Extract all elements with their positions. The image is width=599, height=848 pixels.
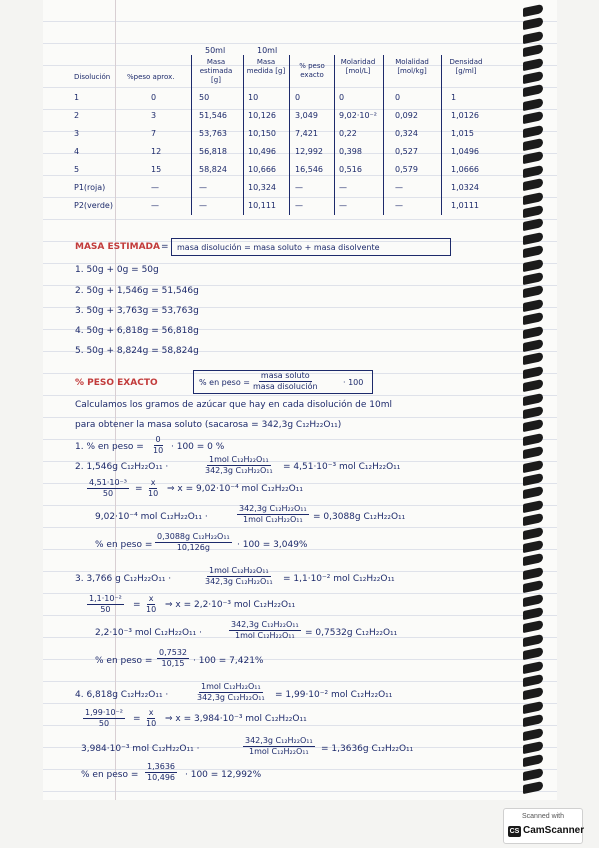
calc2b-den-x: 10 [148, 489, 159, 498]
table-cell: 10,126 [248, 111, 276, 120]
calc2-den: 342,3g C₁₂H₂₂O₁₁ [205, 466, 273, 475]
table-cell: 10,324 [248, 183, 276, 192]
table-cell: 0,579 [395, 165, 418, 174]
spiral-ring [523, 84, 543, 97]
calc4d-right: · 100 = 12,992% [185, 770, 262, 780]
calc4b-den: 50 [98, 719, 110, 728]
spiral-ring [523, 486, 543, 499]
calc4b-right: ⇒ x = 3,984·10⁻³ mol C₁₂H₂₂O₁₁ [165, 714, 307, 724]
table-cell: 15 [151, 165, 162, 174]
table-cell: 12,992 [295, 147, 323, 156]
spiral-ring [523, 299, 543, 312]
spiral-ring [523, 634, 543, 647]
calc3b-num-x: x [148, 594, 154, 603]
table-cell: 1,0666 [451, 165, 479, 174]
spiral-ring [523, 285, 543, 298]
table-cell: 1 [451, 93, 457, 102]
peso-exacto-title: % PESO EXACTO [75, 378, 158, 388]
calc4b-fraction-x [144, 708, 158, 729]
peso-formula-left: % en peso = [199, 378, 250, 387]
calc3b-den-x: 10 [146, 605, 157, 614]
spiral-ring [523, 781, 543, 794]
table-cell: 0 [395, 93, 401, 102]
scanner-caption: Scanned with [521, 813, 565, 820]
masa-estimada-title: MASA ESTIMADA [75, 242, 160, 252]
masa-line-5: 5. 50g + 8,824g = 58,824g [75, 346, 199, 356]
calc4c-den: 1mol C₁₂H₂₂O₁₁ [248, 747, 309, 756]
calc2d-left: % en peso = [95, 540, 153, 550]
spiral-ring [523, 17, 543, 30]
calc4c-num: 342,3g C₁₂H₂₂O₁₁ [245, 736, 313, 745]
header-disolucion: Disolución [74, 73, 111, 81]
spiral-ring [523, 433, 543, 446]
table-cell: 10,496 [248, 147, 276, 156]
peso-formula-num: masa soluto [260, 371, 310, 380]
spiral-ring [523, 352, 543, 365]
spiral-ring [523, 754, 543, 767]
calc2d-right: · 100 = 3,049% [237, 540, 308, 550]
table-cell: 10,666 [248, 165, 276, 174]
calc2-left: 2. 1,546g C₁₂H₂₂O₁₁ · [75, 462, 169, 472]
calc3-den: 342,3g C₁₂H₂₂O₁₁ [205, 577, 273, 586]
table-cell: 56,818 [199, 147, 227, 156]
table-cell: — [151, 183, 159, 192]
calc4-right: = 1,99·10⁻² mol C₁₂H₂₂O₁₁ [275, 690, 393, 700]
calc2b-num: 4,51·10⁻³ [89, 478, 127, 487]
calc3b-fraction-x [144, 594, 158, 615]
calc2-fraction [203, 455, 275, 476]
calc4c-left: 3,984·10⁻³ mol C₁₂H₂₂O₁₁ · [81, 744, 200, 754]
table-cell: — [395, 183, 403, 192]
table-cell: 50 [199, 93, 210, 102]
calc4-left: 4. 6,818g C₁₂H₂₂O₁₁ · [75, 690, 169, 700]
spiral-ring [523, 44, 543, 57]
spiral-ring [523, 647, 543, 660]
calc4c-fraction [243, 736, 315, 757]
calc4-den: 342,3g C₁₂H₂₂O₁₁ [197, 693, 265, 702]
spiral-ring [523, 71, 543, 84]
calc2b-fraction-x [146, 478, 160, 499]
table-cell: 0,527 [395, 147, 418, 156]
calc3d-left: % en peso = [95, 656, 153, 666]
table-cell: 10,150 [248, 129, 276, 138]
table-cell: 1,0324 [451, 183, 479, 192]
table-cell: 1,0126 [451, 111, 479, 120]
peso-intro-1: Calculamos los gramos de azúcar que hay en cada disolución de 10ml [75, 400, 393, 410]
calc2d-fraction [155, 532, 232, 553]
spiral-ring [523, 124, 543, 137]
table-cell: 53,763 [199, 129, 227, 138]
table-cell: — [199, 201, 207, 210]
calc2-num: 1mol C₁₂H₂₂O₁₁ [208, 455, 269, 464]
spiral-ring [523, 4, 543, 17]
spiral-ring [523, 419, 543, 432]
table-cell: 7 [151, 129, 157, 138]
scanner-brand: CamScanner [523, 825, 585, 836]
header-molalidad: Molalidad [mol/kg] [395, 58, 429, 75]
spiral-ring [523, 325, 543, 338]
table-cell: 4 [74, 147, 80, 156]
spiral-ring [523, 151, 543, 164]
spiral-ring [523, 580, 543, 593]
header-peso-aprox: %peso aprox. [127, 73, 175, 81]
calc3c-den: 1mol C₁₂H₂₂O₁₁ [234, 631, 295, 640]
table-cell: 12 [151, 147, 162, 156]
table-cell: 2 [74, 111, 80, 120]
table-cell: 3,049 [295, 111, 318, 120]
spiral-ring [523, 98, 543, 111]
calc2b-num-x: x [150, 478, 156, 487]
calc3d-right: · 100 = 7,421% [193, 656, 264, 666]
spiral-ring [523, 218, 543, 231]
table-cell: 0,22 [339, 129, 357, 138]
table-cell: 0,398 [339, 147, 362, 156]
table-cell: — [295, 183, 303, 192]
calc2b-right: ⇒ x = 9,02·10⁻⁴ mol C₁₂H₂₂O₁₁ [167, 484, 303, 494]
spiral-ring [523, 567, 543, 580]
spiral-ring [523, 459, 543, 472]
table-cell: 10 [248, 93, 259, 102]
calc1-fraction [151, 435, 165, 456]
spiral-ring [523, 500, 543, 513]
table-cell: 3 [74, 129, 80, 138]
table-cell: P2(verde) [74, 201, 113, 210]
spiral-ring [523, 245, 543, 258]
spiral-ring [523, 312, 543, 325]
calc2c-right: = 0,3088g C₁₂H₂₂O₁₁ [313, 512, 406, 522]
spiral-ring [523, 57, 543, 70]
calc4b-fraction [83, 708, 125, 729]
table-cell: — [339, 183, 347, 192]
spiral-ring [523, 138, 543, 151]
spiral-ring [523, 553, 543, 566]
calc3b-num: 1,1·10⁻² [89, 594, 122, 603]
masa-formula: masa disolución = masa soluto + masa disolvente [177, 243, 380, 252]
calc2d-num: 0,3088g C₁₂H₂₂O₁₁ [157, 532, 230, 541]
table-cell: 9,02·10⁻² [339, 111, 377, 120]
spiral-binding [521, 0, 543, 800]
table-cell: 0,324 [395, 129, 418, 138]
header-masa-medida: Masa medida [g] [246, 58, 286, 75]
table-cell: 1 [74, 93, 80, 102]
calc4d-left: % en peso = [81, 770, 139, 780]
table-col-divider [441, 55, 442, 215]
calc1-right: · 100 = 0 % [171, 442, 225, 452]
spiral-ring [523, 768, 543, 781]
spiral-ring [523, 701, 543, 714]
calc4-num: 1mol C₁₂H₂₂O₁₁ [200, 682, 261, 691]
calc4-fraction [195, 682, 267, 703]
spiral-ring [523, 741, 543, 754]
top-header-50ml: 50ml [205, 46, 226, 55]
table-cell: 0,516 [339, 165, 362, 174]
spiral-ring [523, 392, 543, 405]
table-cell: 1,0496 [451, 147, 479, 156]
calc2b-den: 50 [102, 489, 114, 498]
peso-formula-right: · 100 [343, 378, 364, 387]
calc4b-eq: = [133, 714, 141, 724]
table-col-divider [289, 55, 290, 215]
calc3-left: 3. 3,766 g C₁₂H₂₂O₁₁ · [75, 574, 172, 584]
spiral-ring [523, 674, 543, 687]
calc1-den: 10 [153, 446, 164, 455]
calc3d-num: 0,7532 [159, 648, 187, 657]
table-cell: 51,546 [199, 111, 227, 120]
calc3d-den: 10,15 [161, 659, 185, 668]
spiral-ring [523, 540, 543, 553]
peso-formula-fraction [251, 371, 320, 392]
calc3d-fraction [157, 648, 189, 669]
calc1-num: 0 [155, 435, 161, 444]
table-col-divider [243, 55, 244, 215]
calc3c-left: 2,2·10⁻³ mol C₁₂H₂₂O₁₁ · [95, 628, 202, 638]
spiral-ring [523, 406, 543, 419]
table-col-divider [191, 55, 192, 215]
calc3-num: 1mol C₁₂H₂₂O₁₁ [208, 566, 269, 575]
table-cell: — [295, 201, 303, 210]
calc3b-den: 50 [100, 605, 111, 614]
table-cell: 1,015 [451, 129, 474, 138]
table-cell: 10,111 [248, 201, 276, 210]
calc3-right: = 1,1·10⁻² mol C₁₂H₂₂O₁₁ [283, 574, 395, 584]
notebook-page [43, 0, 557, 800]
calc4b-den-x: 10 [146, 719, 157, 728]
spiral-ring [523, 165, 543, 178]
camscanner-logo-icon: CS [509, 828, 520, 835]
spiral-ring [523, 178, 543, 191]
spiral-ring [523, 379, 543, 392]
calc4c-right: = 1,3636g C₁₂H₂₂O₁₁ [321, 744, 414, 754]
masa-eq-sign: = [161, 242, 169, 252]
table-cell: 0 [295, 93, 301, 102]
spiral-ring [523, 111, 543, 124]
spiral-ring [523, 714, 543, 727]
table-cell: 58,824 [199, 165, 227, 174]
calc4b-num-x: x [148, 708, 154, 717]
spiral-ring [523, 339, 543, 352]
calc3b-eq: = [133, 600, 141, 610]
calc3c-right: = 0,7532g C₁₂H₂₂O₁₁ [305, 628, 398, 638]
calc4d-fraction [145, 762, 177, 783]
header-masa-estimada: Masa estimada [g] [199, 58, 233, 84]
calc4d-den: 10,496 [147, 773, 175, 782]
table-cell: 0 [339, 93, 345, 102]
spiral-ring [523, 232, 543, 245]
calc2b-eq: = [135, 484, 143, 494]
calc3c-fraction [229, 620, 301, 641]
spiral-ring [523, 258, 543, 271]
calc4d-num: 1,3636 [147, 762, 175, 771]
table-col-divider [383, 55, 384, 215]
calc3b-right: ⇒ x = 2,2·10⁻³ mol C₁₂H₂₂O₁₁ [165, 600, 296, 610]
header-densidad: Densidad [g/ml] [449, 58, 483, 75]
calc2-right: = 4,51·10⁻³ mol C₁₂H₂₂O₁₁ [283, 462, 401, 472]
spiral-ring [523, 620, 543, 633]
masa-line-4: 4. 50g + 6,818g = 56,818g [75, 326, 199, 336]
table-cell: 7,421 [295, 129, 318, 138]
table-cell: — [395, 201, 403, 210]
spiral-ring [523, 526, 543, 539]
calc2d-den: 10,126g [176, 543, 210, 552]
masa-line-3: 3. 50g + 3,763g = 53,763g [75, 306, 199, 316]
spiral-ring [523, 727, 543, 740]
camscanner-badge [503, 808, 583, 844]
header-molaridad: Molaridad [mol/L] [340, 58, 376, 75]
peso-formula-den: masa disolución [253, 382, 318, 391]
table-cell: 16,546 [295, 165, 323, 174]
table-col-divider [334, 55, 335, 215]
table-cell: P1(roja) [74, 183, 106, 192]
table-cell: — [339, 201, 347, 210]
table-cell: 0 [151, 93, 157, 102]
spiral-ring [523, 31, 543, 44]
spiral-ring [523, 473, 543, 486]
header-peso-exacto: % peso exacto [299, 62, 325, 79]
table-cell: — [151, 201, 159, 210]
table-cell: 1,0111 [451, 201, 479, 210]
masa-line-1: 1. 50g + 0g = 50g [75, 265, 159, 275]
spiral-ring [523, 687, 543, 700]
calc3c-num: 342,3g C₁₂H₂₂O₁₁ [231, 620, 299, 629]
spiral-ring [523, 272, 543, 285]
spiral-ring [523, 205, 543, 218]
calc2c-fraction [237, 504, 309, 525]
spiral-ring [523, 593, 543, 606]
spiral-ring [523, 446, 543, 459]
peso-intro-2: para obtener la masa soluto (sacarosa = 342,3g C₁₂H₂₂O₁₁) [75, 420, 342, 430]
spiral-ring [523, 660, 543, 673]
table-cell: 0,092 [395, 111, 418, 120]
table-cell: — [199, 183, 207, 192]
calc3b-fraction [87, 594, 124, 615]
calc3-fraction [203, 566, 275, 587]
top-header-10ml: 10ml [257, 46, 278, 55]
spiral-ring [523, 513, 543, 526]
calc2b-fraction [87, 478, 129, 499]
spiral-ring [523, 191, 543, 204]
calc2c-num: 342,3g C₁₂H₂₂O₁₁ [239, 504, 307, 513]
calc1-left: 1. % en peso = [75, 442, 144, 452]
spiral-ring [523, 366, 543, 379]
calc2c-left: 9,02·10⁻⁴ mol C₁₂H₂₂O₁₁ · [95, 512, 208, 522]
spiral-ring [523, 607, 543, 620]
table-cell: 3 [151, 111, 157, 120]
table-cell: 5 [74, 165, 80, 174]
calc4b-num: 1,99·10⁻² [85, 708, 123, 717]
masa-line-2: 2. 50g + 1,546g = 51,546g [75, 286, 199, 296]
calc2c-den: 1mol C₁₂H₂₂O₁₁ [242, 515, 303, 524]
